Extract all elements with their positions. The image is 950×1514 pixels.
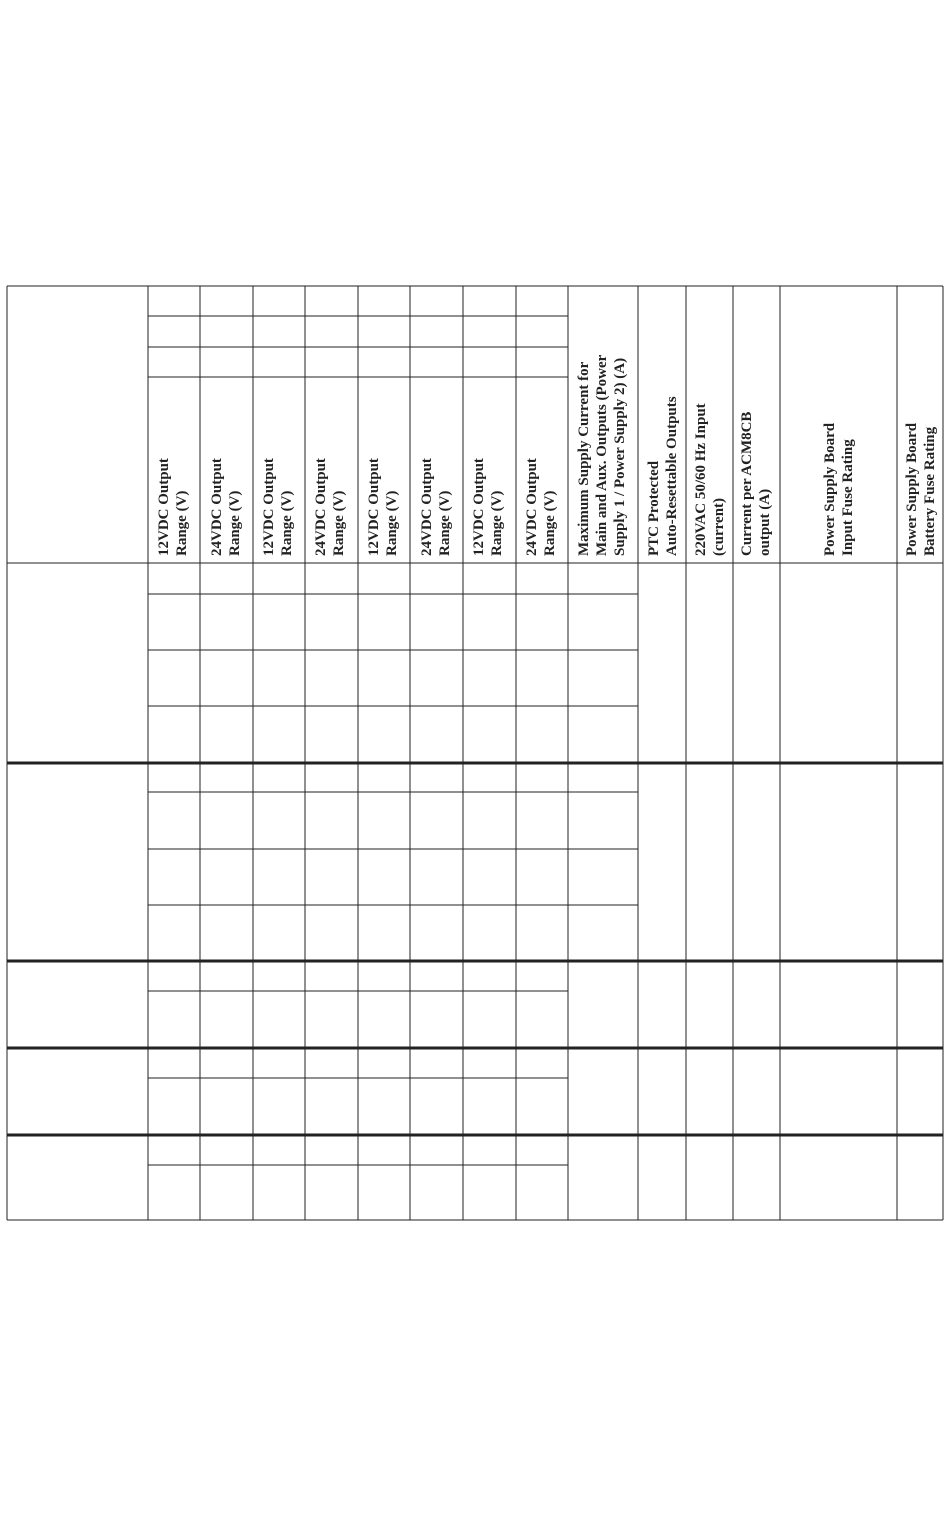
col-4-line-1: 24VDC Output: [313, 458, 329, 556]
col-2-line-1: 24VDC Output: [209, 458, 225, 556]
current-acm-line-1: Current per ACM8CB: [739, 411, 755, 556]
col-3-line-1: 12VDC Output: [261, 458, 277, 556]
max-current-line-2: Main and Aux. Outputs (Power: [594, 354, 610, 556]
col-1-line-2: Range (V): [174, 490, 190, 556]
col-7-line-2: Range (V): [489, 490, 505, 556]
max-current-line-3: Supply 1 / Power Supply 2) (A): [612, 357, 628, 556]
table-grid: [7, 286, 943, 1220]
max-current-line-1: Maximum Supply Current for: [576, 361, 592, 556]
col-7-line-1: 12VDC Output: [471, 458, 487, 556]
ptc-line-2: Auto-Resettable Outputs: [664, 396, 680, 556]
ptc-line-1: PTC Protected: [646, 460, 662, 556]
battery-fuse-line-2: Battery Fuse Rating: [922, 426, 938, 556]
input-fuse-line-1: Power Supply Board: [822, 422, 838, 556]
col-4-line-2: Range (V): [331, 490, 347, 556]
column-headers: [156, 354, 938, 556]
col-3-line-2: Range (V): [279, 490, 295, 556]
current-acm-line-2: output (A): [757, 488, 773, 556]
input-fuse-line-2: Input Fuse Rating: [840, 439, 856, 556]
input-220-line-1: 220VAC 50/60 Hz Input: [693, 403, 709, 556]
col-5-line-2: Range (V): [384, 490, 400, 556]
col-5-line-1: 12VDC Output: [366, 458, 382, 556]
col-8-line-2: Range (V): [542, 490, 558, 556]
col-6-line-1: 24VDC Output: [419, 458, 435, 556]
col-8-line-1: 24VDC Output: [524, 458, 540, 556]
input-220-line-2: (current): [711, 497, 727, 556]
col-2-line-2: Range (V): [227, 490, 243, 556]
col-6-line-2: Range (V): [437, 490, 453, 556]
col-1-line-1: 12VDC Output: [156, 458, 172, 556]
battery-fuse-line-1: Power Supply Board: [904, 422, 920, 556]
